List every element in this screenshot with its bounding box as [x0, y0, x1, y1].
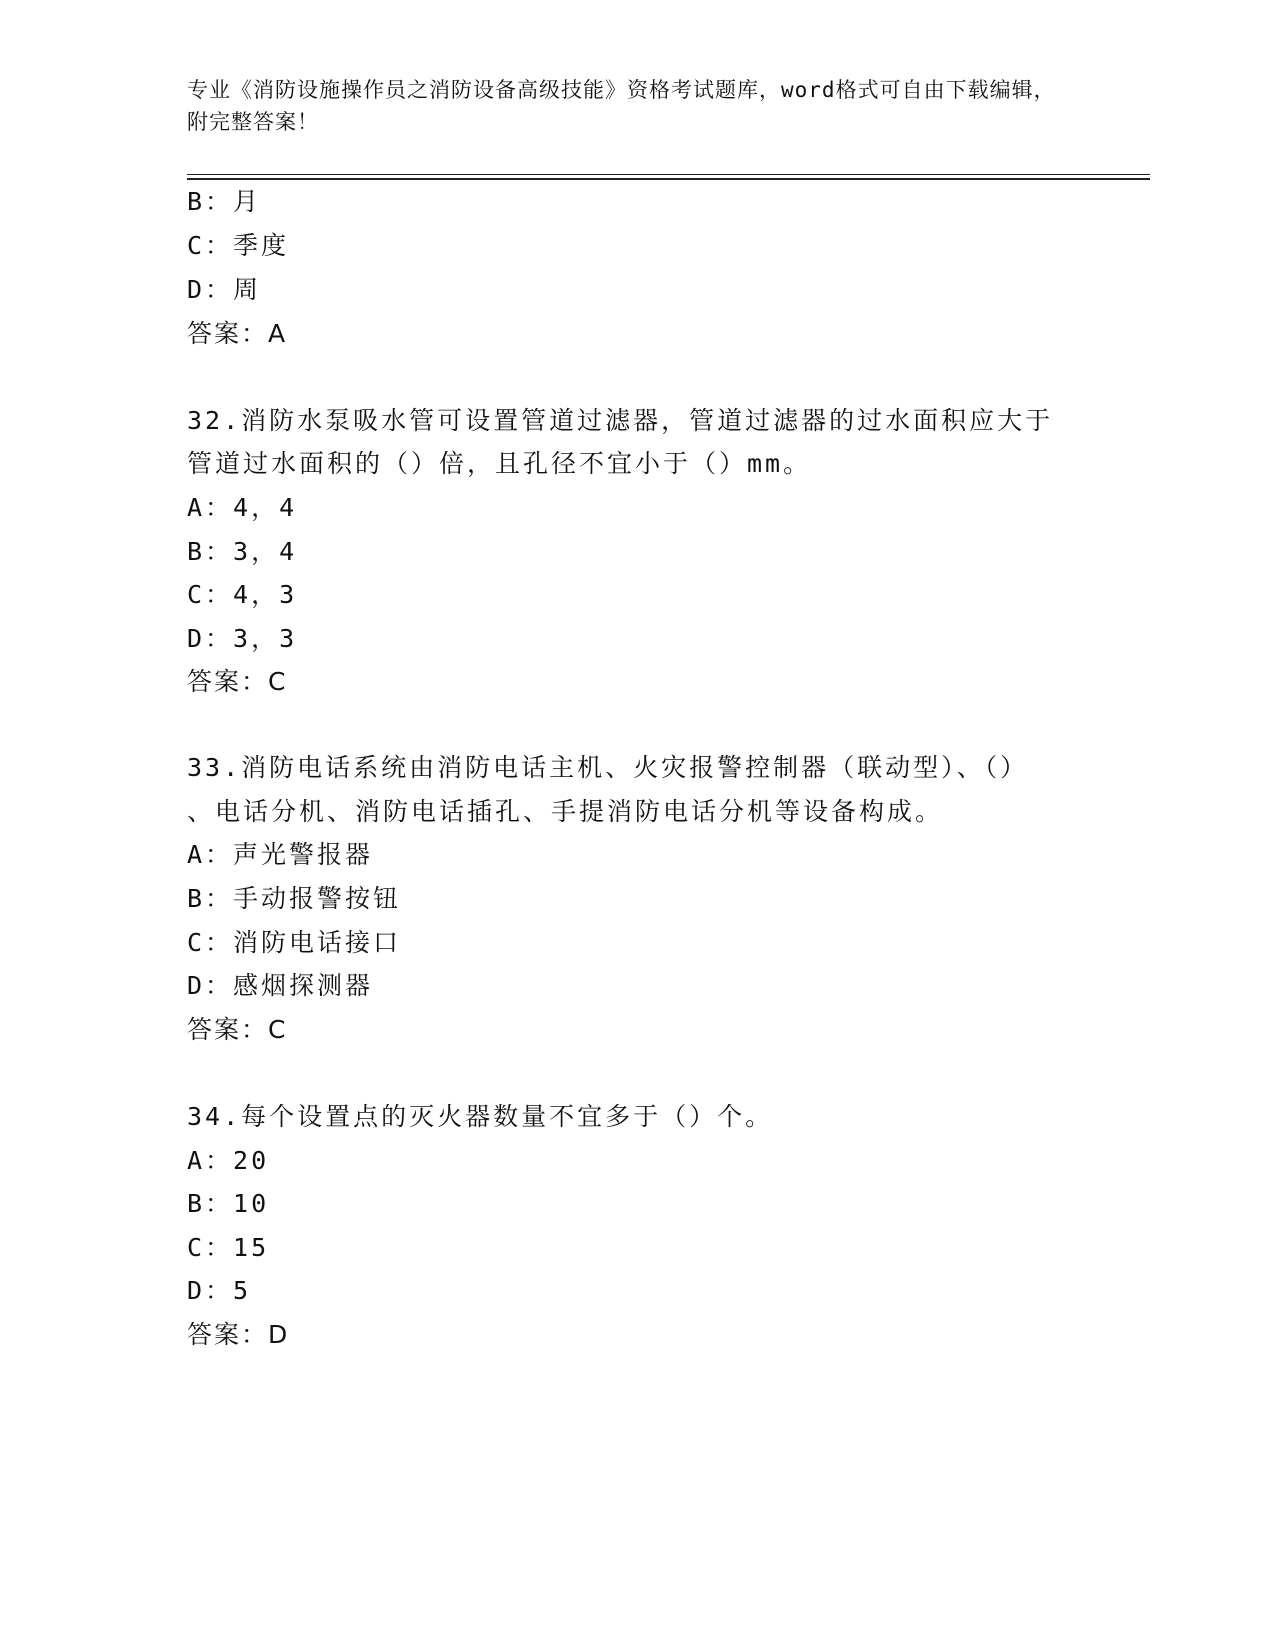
question-33-option-a: A：声光警报器 [187, 840, 374, 869]
question-33-stem-line-2: 、电话分机、消防电话插孔、手提消防电话分机等设备构成。 [187, 797, 944, 826]
question-33-answer: 答案：C [187, 1015, 288, 1044]
question-33-option-b: B：手动报警按钮 [187, 884, 402, 913]
header-rule-thick [187, 178, 1150, 180]
question-32-stem-line-1: 32.消防水泵吸水管可设置管道过滤器，管道过滤器的过水面积应大于 [187, 406, 1054, 435]
question-33-option-d: D：感烟探测器 [187, 971, 374, 1000]
option-c: C：季度 [187, 231, 290, 260]
question-34-stem-line-1: 34.每个设置点的灭火器数量不宜多于（）个。 [187, 1102, 774, 1131]
option-b: B：月 [187, 187, 262, 216]
header-rule-thin [187, 174, 1150, 175]
question-33-option-c: C：消防电话接口 [187, 928, 402, 957]
question-34-answer: 答案：D [187, 1320, 290, 1349]
question-33-stem-line-1: 33.消防电话系统由消防电话主机、火灾报警控制器（联动型）、（） [187, 753, 1029, 782]
question-32-option-a: A：4，4 [187, 493, 298, 522]
question-32-answer: 答案：C [187, 667, 288, 696]
option-d: D：周 [187, 275, 262, 304]
question-32-option-d: D：3，3 [187, 624, 298, 653]
question-34-option-a: A：20 [187, 1146, 270, 1175]
document-header-title: 专业《消防设施操作员之消防设备高级技能》资格考试题库，word格式可自由下载编辑，附完整答案！ [187, 78, 1056, 134]
question-34-option-b: B：10 [187, 1189, 270, 1218]
answer-line: 答案：A [187, 319, 288, 348]
question-34-option-c: C：15 [187, 1233, 270, 1262]
question-32-stem-line-2: 管道过水面积的（）倍，且孔径不宜小于（）mm。 [187, 449, 812, 478]
question-34-option-d: D：5 [187, 1276, 252, 1305]
question-32-option-c: C：4，3 [187, 580, 298, 609]
question-32-option-b: B：3，4 [187, 537, 298, 566]
